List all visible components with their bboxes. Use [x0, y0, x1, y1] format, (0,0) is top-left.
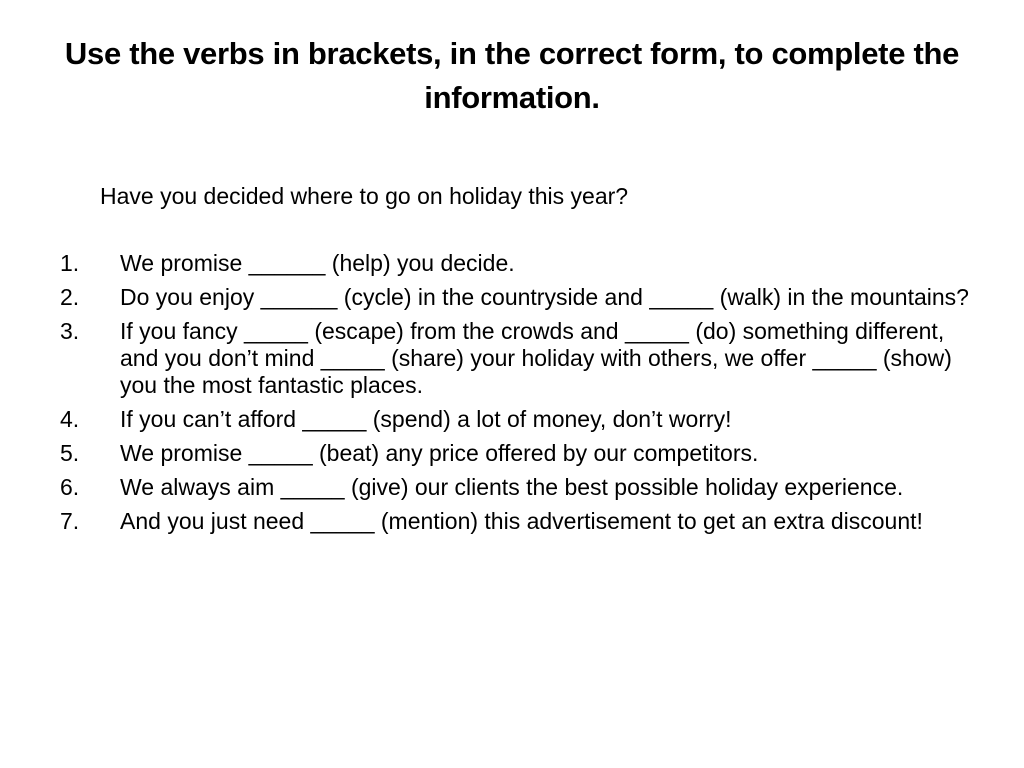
item-text: If you fancy _____ (escape) from the crowds and _____ (do) something different, and you don’t mind _____ (share) your holiday with others, we offer _____ (show) you the most fantastic places. — [120, 318, 952, 398]
exercise-title: Use the verbs in brackets, in the correct form, to complete the information. — [64, 36, 960, 115]
item-text: We promise ______ (help) you decide. — [120, 250, 515, 276]
item-number: 6. — [60, 474, 80, 500]
item-number: 3. — [60, 318, 80, 344]
list-item — [60, 318, 980, 399]
item-number: 1. — [60, 250, 80, 276]
exercise-list — [60, 250, 980, 542]
intro-question: Have you decided where to go on holiday this year? — [100, 183, 629, 209]
item-text: And you just need _____ (mention) this advertisement to get an extra discount! — [120, 508, 923, 534]
list-item — [60, 474, 980, 501]
item-text: If you can’t afford _____ (spend) a lot of money, don’t worry! — [120, 406, 732, 432]
list-item — [60, 250, 980, 277]
item-text: We promise _____ (beat) any price offered by our competitors. — [120, 440, 759, 466]
item-number: 4. — [60, 406, 80, 432]
item-text: We always aim _____ (give) our clients the best possible holiday experience. — [120, 474, 904, 500]
item-number: 5. — [60, 440, 80, 466]
item-text: Do you enjoy ______ (cycle) in the countryside and _____ (walk) in the mountains? — [120, 284, 969, 310]
list-item — [60, 406, 980, 433]
item-number: 2. — [60, 284, 80, 310]
item-number: 7. — [60, 508, 80, 534]
list-item — [60, 284, 980, 311]
list-item — [60, 508, 980, 535]
list-item — [60, 440, 980, 467]
